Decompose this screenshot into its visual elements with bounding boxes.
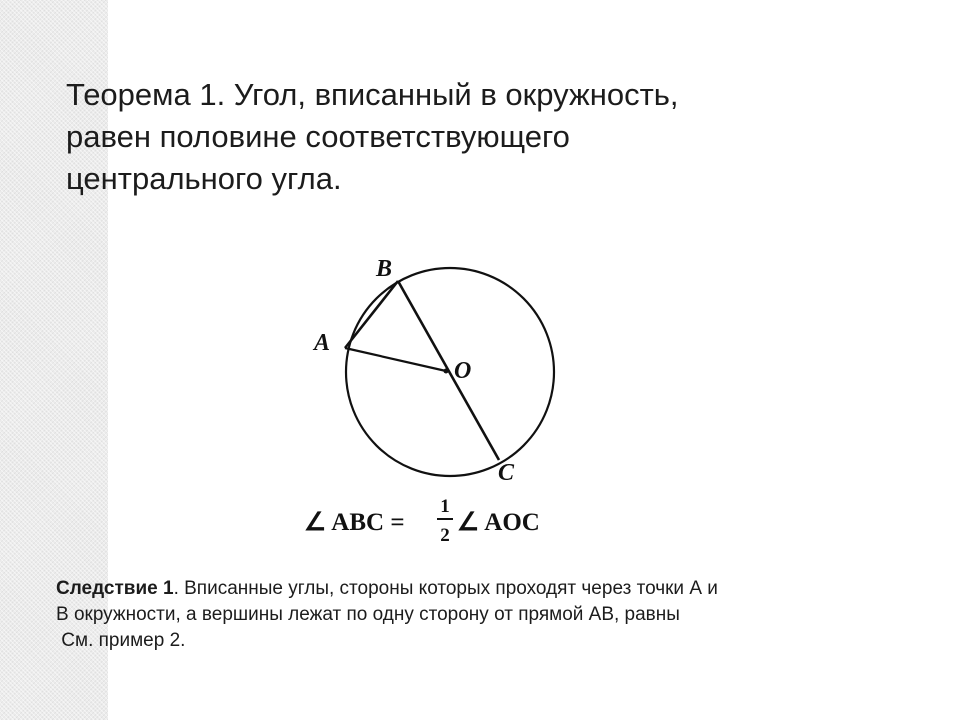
formula-numerator: 1 — [440, 496, 450, 517]
corollary-text — [56, 576, 936, 654]
theorem-text — [66, 74, 886, 200]
corollary-line-1-rest: . Вписанные углы, стороны которых проходят через точки А и — [173, 578, 718, 599]
chord-ab — [345, 281, 398, 348]
formula-denominator: 2 — [440, 525, 450, 546]
theorem-line-1: Теорема 1. Угол, вписанный в окружность, — [66, 77, 679, 112]
label-a: A — [314, 330, 331, 356]
diameter-bc — [398, 281, 499, 460]
theorem-line-3: центрального угла. — [66, 161, 342, 196]
inscribed-angle-figure — [298, 240, 588, 560]
formula-rhs: ∠ AOC — [457, 509, 540, 536]
center-point — [444, 369, 449, 374]
formula-lhs: ∠ ABC = — [304, 509, 405, 536]
corollary-line-2: В окружности, а вершины лежат по одну сторону от прямой АВ, равны — [56, 604, 680, 625]
geometry-diagram — [298, 240, 588, 560]
corollary-title: Следствие 1 — [56, 578, 174, 599]
corollary-line-1 — [56, 576, 936, 602]
label-b: B — [376, 256, 393, 282]
corollary-line-3: См. пример 2. — [56, 630, 186, 651]
label-c: C — [498, 460, 515, 486]
radius-ao — [345, 348, 446, 371]
label-o: O — [454, 358, 472, 384]
theorem-line-2: равен половине соответствующего — [66, 119, 570, 154]
